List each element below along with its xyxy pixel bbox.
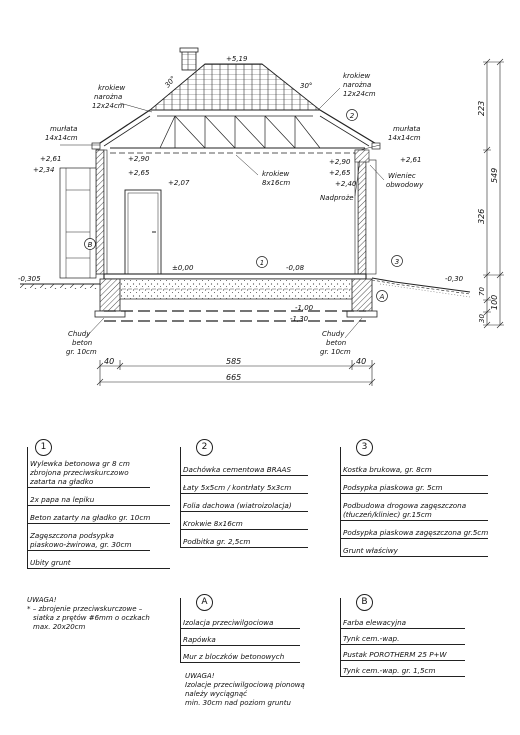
legend-a: [180, 598, 300, 663]
legend-1-row: Wylewka betonowa gr 8 cm zbrojona przeciwskurczowo zatarta na gładko: [28, 457, 150, 488]
legend-b-row: Farba elewacyjna: [341, 616, 465, 629]
legend-3-marker: 3: [356, 439, 373, 456]
angle-left: 30°: [163, 74, 178, 90]
legend-b-marker: B: [356, 594, 373, 611]
elev-right-290: +2,90: [329, 158, 351, 166]
krokiew-center-2: 8x16cm: [262, 179, 291, 187]
chimney: [180, 48, 198, 70]
elev-floor-008: -0,08: [286, 264, 305, 272]
krokiew-center-1: krokiew: [262, 170, 290, 178]
note-uwaga-2-line: min. 30cm nad poziom gruntu: [185, 699, 291, 707]
dim-30: 30: [478, 314, 486, 323]
wieniec-2: obwodowy: [386, 181, 424, 189]
legend-2: [180, 442, 308, 548]
note-uwaga-1-title: UWAGA!: [27, 596, 57, 604]
murlata-right-1: murłata: [393, 125, 421, 133]
note-uwaga-1-line: * – zbrojenie przeciwskurczowe –: [27, 605, 143, 613]
legend-a-row: Mur z bloczków betonowych: [181, 646, 300, 663]
legend-b-row: Pustak POROTHERM 25 P+W: [341, 645, 465, 661]
elev-left-265: +2,65: [128, 169, 150, 177]
note-uwaga-1-line: siatka z prętów #6mm o oczkach: [33, 614, 150, 622]
legend-a-row: Rapówka: [181, 629, 300, 646]
krokiew-narozna-left-1: krokiew: [98, 84, 126, 92]
murlata-left-1: murłata: [50, 125, 78, 133]
elev-ground-left: -0,305: [18, 275, 41, 283]
krokiew-narozna-right-1: krokiew: [343, 72, 371, 80]
dim-40-left: 40: [104, 357, 115, 366]
dimension-lines-right: [483, 59, 504, 328]
dim-100: 100: [490, 294, 499, 310]
legend-a-row: Izolacja przeciwilgociowa: [181, 616, 300, 629]
elev-right-240: +2,40: [335, 180, 357, 188]
murlata-left-2: 14x14cm: [45, 134, 78, 142]
chudy-right-1: Chudy: [322, 330, 345, 338]
chudy-right-2: beton: [326, 339, 347, 347]
legend-1: [27, 442, 170, 569]
dim-549: 549: [490, 167, 499, 183]
legend-2-row: Krokwie 8x16cm: [181, 512, 308, 530]
legend-3-row: Grunt właściwy: [341, 539, 488, 557]
krokiew-narozna-right-3: 12x24cm: [343, 90, 376, 98]
roof-truss: [110, 116, 365, 153]
murlata-right-2: 14x14cm: [388, 134, 421, 142]
legend-3-row: Podsypka piaskowa gr. 5cm: [341, 476, 488, 494]
note-uwaga-1-line: max. 20x20cm: [33, 623, 86, 631]
marker-3: 3: [394, 258, 400, 266]
legend-a-marker: A: [196, 594, 213, 611]
chudy-left-2: beton: [72, 339, 93, 347]
legend-1-row: Ubity grunt: [28, 551, 170, 569]
chudy-left-3: gr. 10cm: [66, 348, 97, 356]
elev-floor-000: ±0,00: [172, 264, 194, 272]
krokiew-narozna-left-2: narożna: [94, 93, 123, 101]
dim-223: 223: [477, 100, 486, 116]
krokiew-narozna-right-2: narożna: [343, 81, 372, 89]
chudy-right-3: gr. 10cm: [320, 348, 351, 356]
note-uwaga-2-title: UWAGA!: [185, 672, 215, 680]
dim-326: 326: [477, 208, 486, 224]
floor-slab: [104, 274, 366, 299]
elev-right-261: +2,61: [400, 156, 422, 164]
legend-1-row: Zagęszczona podsypka piaskowo-żwirowa, gr. 30cm: [28, 524, 150, 551]
elev-found-100: -1,00: [295, 304, 314, 312]
nadproze-label: Nadproże: [320, 194, 354, 202]
elev-left-234: +2,34: [33, 166, 55, 174]
legend-2-row: Podbitka gr. 2,5cm: [181, 530, 308, 548]
legend-2-row: Folia dachowa (wiatroizolacja): [181, 494, 308, 512]
marker-1: 1: [259, 259, 265, 267]
legend-1-marker: 1: [35, 439, 52, 456]
marker-a: A: [379, 293, 385, 301]
dim-585: 585: [226, 357, 242, 366]
legend-3-row: Kostka brukowa, gr. 8cm: [341, 461, 488, 476]
door: [125, 190, 161, 274]
dim-70: 70: [478, 287, 486, 296]
note-uwaga-2-line: należy wyciągnąć: [185, 690, 247, 698]
legend-2-row: Łaty 5x5cm / kontrłaty 5x3cm: [181, 476, 308, 494]
elev-right-265: +2,65: [329, 169, 351, 177]
legend-3-row: Podbudowa drogowa zagęszczona (tłuczeń/kliniec) gr.15cm: [341, 494, 488, 521]
left-wall: [60, 150, 107, 278]
elev-ground-right: -0,30: [445, 275, 464, 283]
note-uwaga-2-line: Izolacje przeciwilgociową pionową: [185, 681, 305, 689]
marker-2: 2: [349, 112, 355, 120]
marker-b: B: [87, 241, 93, 249]
elev-left-290: +2,90: [128, 155, 150, 163]
roof: [97, 64, 378, 146]
note-uwaga-2: [185, 672, 335, 708]
legend-1-row: 2x papa na lepiku: [28, 488, 170, 506]
elev-left-261: +2,61: [40, 155, 62, 163]
dim-665: 665: [226, 373, 242, 382]
legend-2-row: Dachówka cementowa BRAAS: [181, 461, 308, 476]
note-uwaga-1: [27, 596, 177, 632]
right-wall: [355, 150, 376, 274]
elev-ridge: +5,19: [226, 55, 248, 63]
legend-b-row: Tynk cem.-wap.: [341, 629, 465, 645]
legend-1-row: Beton zatarty na gładko gr. 10cm: [28, 506, 170, 524]
wieniec-1: Wieniec: [388, 172, 416, 180]
elev-found-130: -1,30: [290, 315, 309, 323]
elev-door-207: +2,07: [168, 179, 190, 187]
chudy-left-1: Chudy: [68, 330, 91, 338]
krokiew-narozna-left-3: 12x24cm: [92, 102, 125, 110]
legend-b-row: Tynk cem.-wap. gr. 1,5cm: [341, 661, 465, 677]
legend-3-row: Podsypka piaskowa zagęszczona gr.5cm: [341, 521, 488, 539]
angle-right: 30°: [300, 82, 313, 90]
legend-2-marker: 2: [196, 439, 213, 456]
legend-b: [340, 598, 465, 677]
dim-40-right: 40: [356, 357, 367, 366]
legend-3: [340, 442, 489, 557]
